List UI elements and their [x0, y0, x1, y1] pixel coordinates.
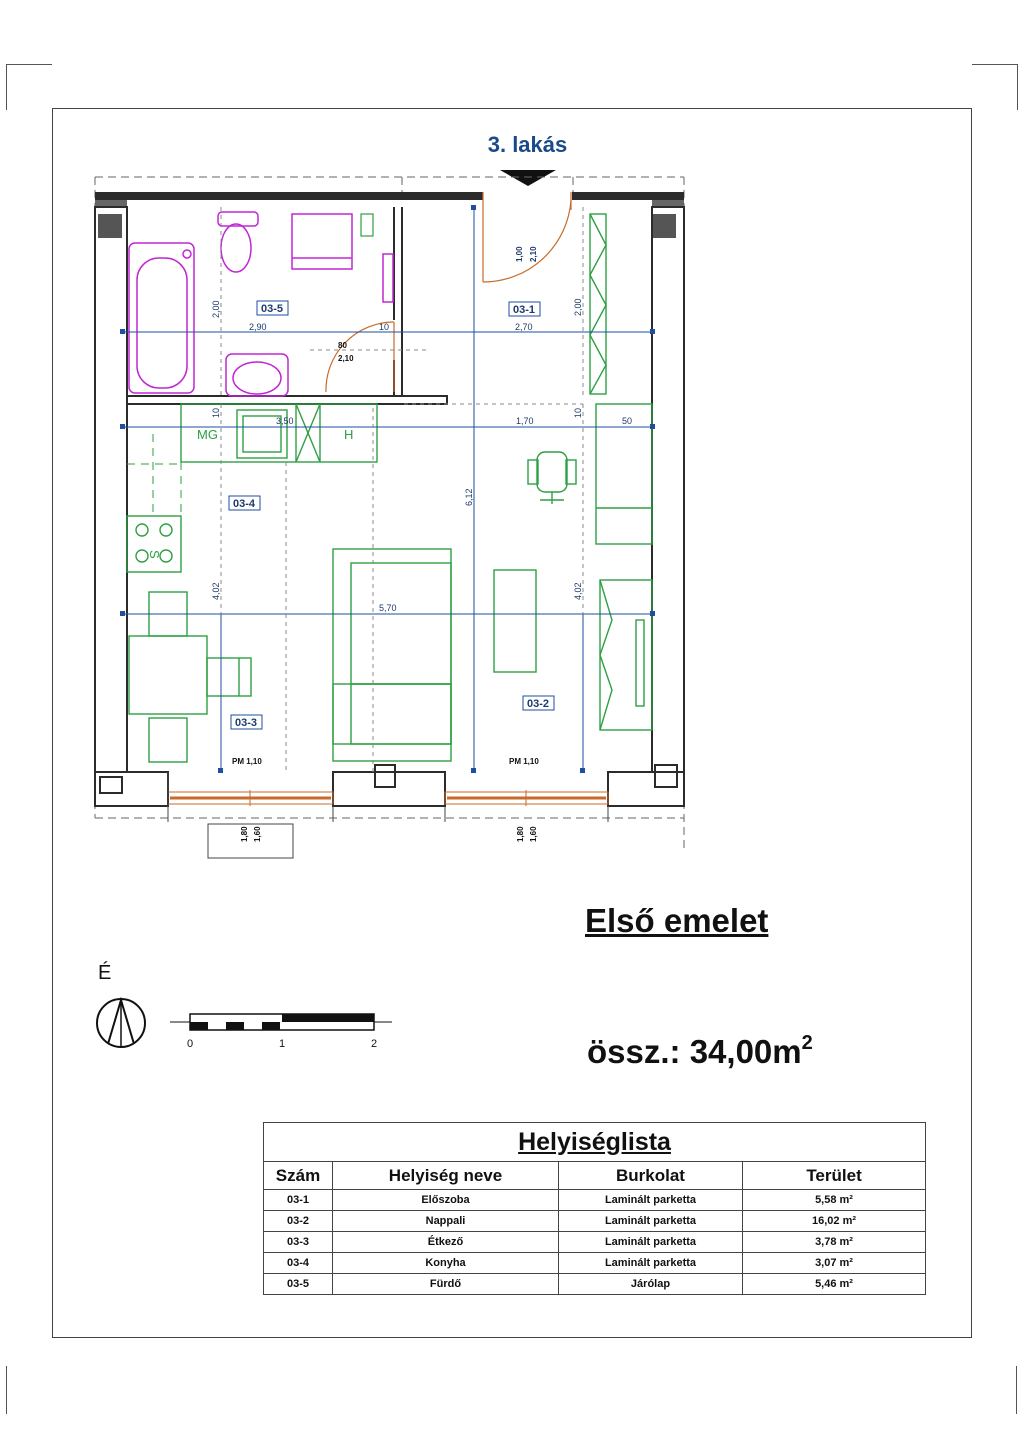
room-area: 3,78 m² — [743, 1232, 926, 1253]
furniture — [127, 214, 652, 762]
fixture-label: MG — [197, 427, 218, 442]
room-name: Nappali — [333, 1211, 559, 1232]
table-row — [264, 1190, 926, 1211]
room-number: 03-4 — [264, 1253, 333, 1274]
column-header: Szám — [264, 1162, 333, 1190]
dimension-label: 2,00 — [211, 300, 221, 318]
dimension-label: 2,90 — [249, 322, 267, 332]
dimension-label: 2,00 — [573, 298, 583, 316]
dimension-label: PM 1,10 — [232, 757, 262, 766]
total-area — [587, 1032, 813, 1071]
dimension-label: 2,10 — [529, 246, 538, 262]
dimension-label: 1,00 — [515, 246, 524, 262]
scale-bar — [170, 1010, 400, 1034]
room-number: 03-5 — [264, 1274, 333, 1295]
dimension-label: 10 — [379, 322, 390, 332]
dimension-label: 2,70 — [515, 322, 533, 332]
dimension-lines — [122, 207, 655, 772]
crop-mark — [1016, 1366, 1017, 1414]
room-tag: 03-3 — [234, 717, 258, 729]
table-row — [264, 1232, 926, 1253]
room-list-caption: Helyiséglista — [264, 1123, 926, 1162]
room-name: Fürdő — [333, 1274, 559, 1295]
dimension-label: 10 — [211, 407, 221, 418]
room-number: 03-3 — [264, 1232, 333, 1253]
fixture-label: H — [344, 427, 354, 442]
dimension-label: PM 1,10 — [509, 757, 539, 766]
dimension-label: 3,50 — [276, 416, 294, 426]
dimension-label: 1,80 — [240, 826, 249, 842]
dimension-label: 10 — [573, 407, 583, 418]
crop-mark — [6, 1366, 7, 1414]
room-area: 16,02 m² — [743, 1211, 926, 1232]
dimension-label: 5,70 — [379, 603, 397, 613]
room-area: 5,46 m² — [743, 1274, 926, 1295]
room-flooring: Laminált parketta — [559, 1232, 743, 1253]
room-list-table — [263, 1122, 926, 1295]
apartment-title: 3. lakás — [487, 132, 568, 157]
room-flooring: Laminált parketta — [559, 1190, 743, 1211]
north-arrow-icon — [94, 996, 150, 1052]
floor-plan — [90, 168, 690, 863]
room-area: 5,58 m² — [743, 1190, 926, 1211]
fixture-label: S — [147, 550, 162, 559]
dimension-label: 4,02 — [211, 582, 221, 600]
crop-mark — [972, 64, 1018, 110]
entrance-arrow-icon — [500, 170, 556, 186]
dimension-label: 1,60 — [253, 826, 262, 842]
column-header: Helyiség neve — [333, 1162, 559, 1190]
room-flooring: Járólap — [559, 1274, 743, 1295]
dimension-label: 1,60 — [529, 826, 538, 842]
dimension-label: 80 — [338, 341, 347, 350]
table-row — [264, 1274, 926, 1295]
room-name: Étkező — [333, 1232, 559, 1253]
room-number: 03-1 — [264, 1190, 333, 1211]
room-tag: 03-2 — [526, 698, 550, 710]
total-area-value: össz.: 34,00m — [587, 1033, 802, 1070]
room-tag: 03-1 — [512, 304, 536, 316]
room-flooring: Laminált parketta — [559, 1253, 743, 1274]
room-name: Előszoba — [333, 1190, 559, 1211]
room-tags — [229, 301, 554, 729]
room-number: 03-2 — [264, 1211, 333, 1232]
dimension-label: 4,02 — [573, 582, 583, 600]
dimension-label: 1,80 — [516, 826, 525, 842]
walls — [95, 192, 684, 238]
total-area-unit-exponent: 2 — [801, 1032, 813, 1054]
north-label: É — [98, 962, 112, 984]
room-tag: 03-4 — [232, 498, 256, 510]
room-area: 3,07 m² — [743, 1253, 926, 1274]
room-name: Konyha — [333, 1253, 559, 1274]
crop-mark — [6, 64, 52, 110]
dimension-label: 1,70 — [516, 416, 534, 426]
column-header: Terület — [743, 1162, 926, 1190]
dimension-label: 6,12 — [464, 488, 474, 506]
scale-label-2: 2 — [371, 1038, 378, 1050]
table-row — [264, 1253, 926, 1274]
column-header: Burkolat — [559, 1162, 743, 1190]
dimension-label: 2,10 — [338, 354, 354, 363]
scale-label-0: 0 — [187, 1038, 194, 1050]
room-flooring: Laminált parketta — [559, 1211, 743, 1232]
floor-title: Első emelet — [585, 902, 769, 939]
dimension-label: 50 — [622, 416, 633, 426]
table-row — [264, 1211, 926, 1232]
scale-label-1: 1 — [279, 1038, 286, 1050]
room-tag: 03-5 — [260, 303, 284, 315]
